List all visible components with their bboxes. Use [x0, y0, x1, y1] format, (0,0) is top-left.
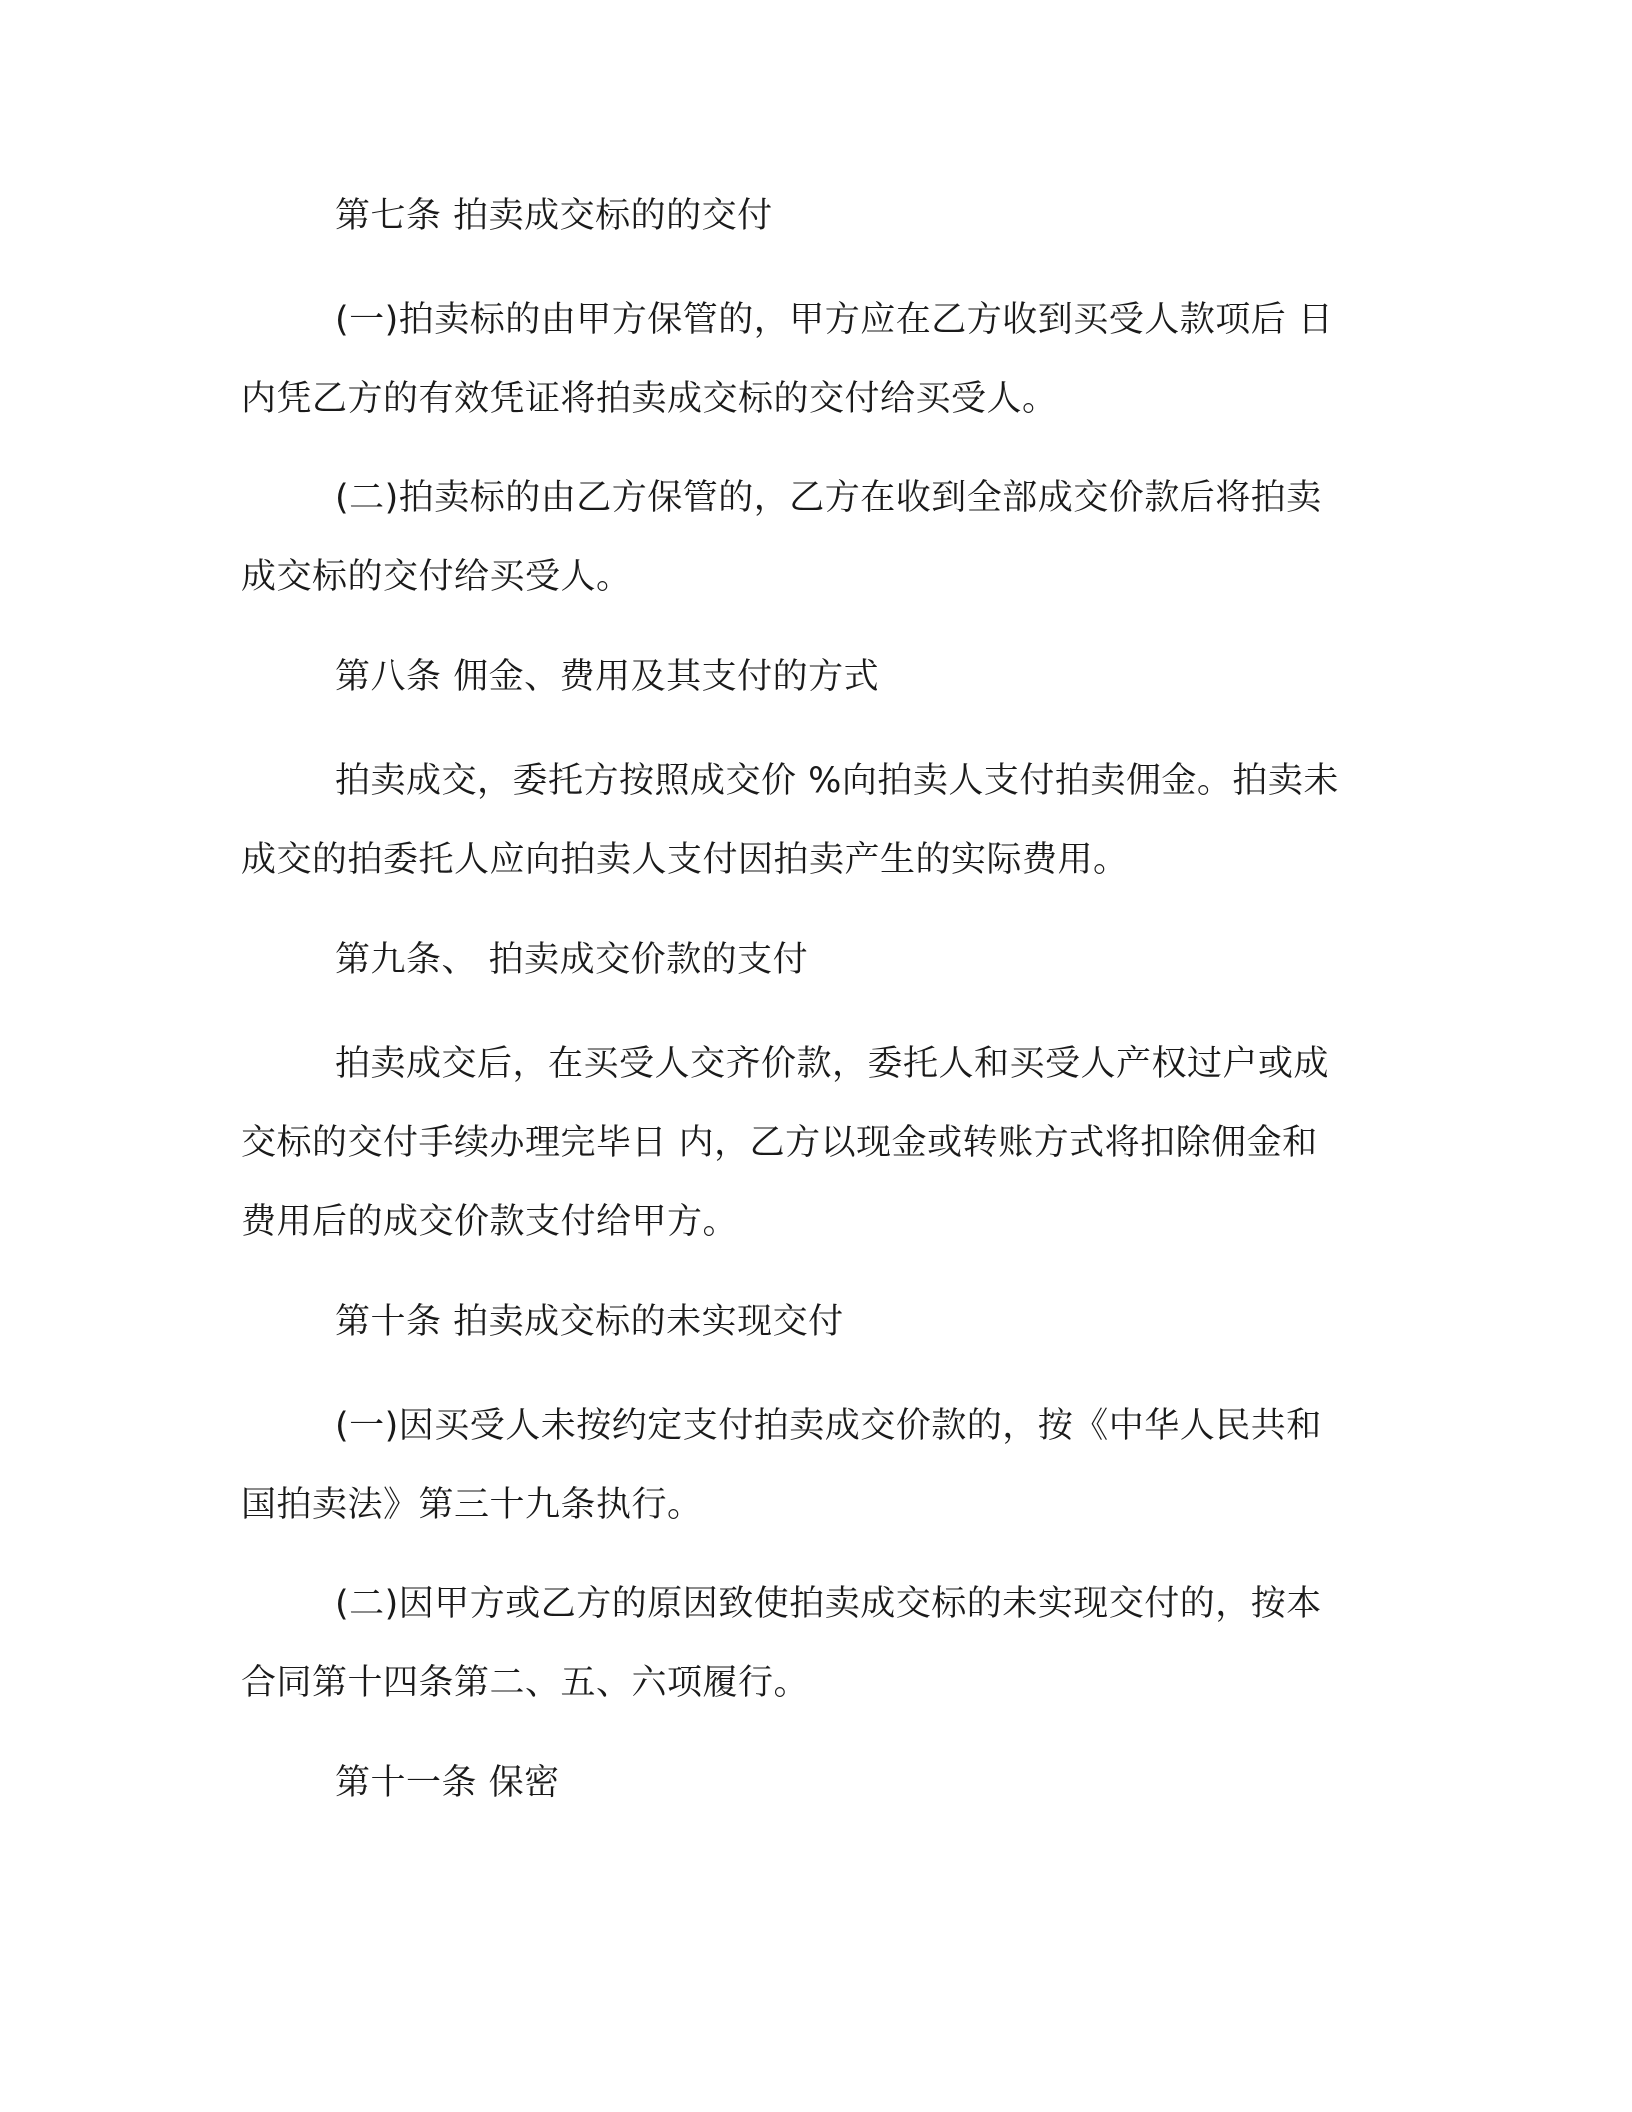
article-8-paragraph-line-2: 成交的拍委托人应向拍卖人支付因拍卖产生的实际费用。	[241, 840, 1129, 880]
article-9-paragraph-line-1: 拍卖成交后，在买受人交齐价款，委托人和买受人产权过户或成	[335, 1044, 1330, 1084]
article-7-clause-1-line-2: 内凭乙方的有效凭证将拍卖成交标的交付给买受人。	[241, 379, 1058, 419]
article-8-heading: 第八条 佣金、费用及其支付的方式	[335, 657, 880, 697]
article-9-paragraph-line-3: 费用后的成交价款支付给甲方。	[241, 1202, 739, 1242]
article-7-clause-2-line-1: (二)拍卖标的由乙方保管的，乙方在收到全部成交价款后将拍卖	[335, 478, 1322, 518]
article-10-clause-2-line-1: (二)因甲方或乙方的原因致使拍卖成交标的未实现交付的，按本	[335, 1584, 1322, 1624]
article-11-heading: 第十一条 保密	[335, 1763, 560, 1803]
article-9-heading: 第九条、 拍卖成交价款的支付	[335, 940, 809, 980]
article-9-paragraph-line-2: 交标的交付手续办理完毕日 内，乙方以现金或转账方式将扣除佣金和	[241, 1123, 1318, 1163]
article-7-heading: 第七条 拍卖成交标的的交付	[335, 196, 773, 236]
article-10-clause-1-line-2: 国拍卖法》第三十九条执行。	[241, 1485, 703, 1525]
article-10-clause-1-line-1: (一)因买受人未按约定支付拍卖成交价款的，按《中华人民共和	[335, 1406, 1322, 1446]
article-8-paragraph-line-1: 拍卖成交，委托方按照成交价 %向拍卖人支付拍卖佣金。拍卖未	[335, 761, 1339, 801]
article-10-heading: 第十条 拍卖成交标的未实现交付	[335, 1302, 844, 1342]
article-10-clause-2-line-2: 合同第十四条第二、五、六项履行。	[241, 1663, 810, 1703]
article-7-clause-2-line-2: 成交标的交付给买受人。	[241, 557, 632, 597]
article-7-clause-1-line-1: (一)拍卖标的由甲方保管的，甲方应在乙方收到买受人款项后 日	[335, 300, 1334, 340]
